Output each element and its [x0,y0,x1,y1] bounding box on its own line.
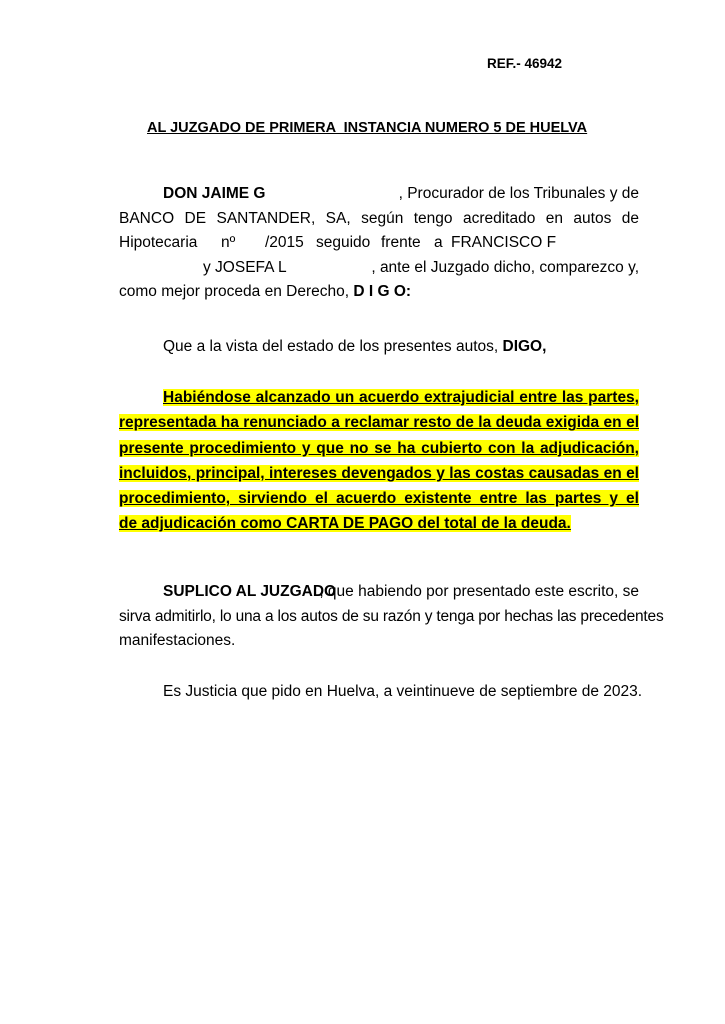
suplico-paragraph [119,580,664,654]
highlight-text-5: procedimiento, sirviendo el acuerdo existente entre las partes y el [119,490,639,511]
debtor-name-1: FRANCISCO F [451,234,557,251]
highlight-text-3: presente procedimiento y que no se ha cubierto con la adjudicación, [119,439,639,457]
highlight-text-1: Habiéndose alcanzado un acuerdo extrajudicial entre las partes, [163,389,639,410]
highlight-text-4: incluidos, principal, intereses devengados y las costas causadas en el [119,464,639,482]
intro-word-hipotecaria: Hipotecaria [119,234,198,251]
court-heading: AL JUZGADO DE PRIMERA INSTANCIA NUMERO 5 DE HUELVA [147,120,588,136]
intro-line-2: BANCO DE SANTANDER, SA, según tengo acreditado en autos de [119,209,639,227]
closing-line: Es Justicia que pido en Huelva, a veintinueve de septiembre de 2023. [163,683,643,700]
suplico-line-3: manifestaciones. [119,632,236,649]
intro-paragraph [119,182,639,305]
suplico-line-2: sirva admitirlo, lo una a los autos de su razón y tenga por hechas las precedentes [119,607,664,625]
highlight-line-4 [119,461,639,486]
intro-line-4-rest: , ante el Juzgado dicho, comparezco y, [371,258,639,276]
suplico-bold: SUPLICO AL JUZGADO [163,583,337,600]
intro-line-4 [119,256,639,281]
intro-line-5 [119,280,639,305]
case-year: /2015 [265,234,304,251]
suplico-line-1-rest: , que habiendo por presentado este escrito, se [319,583,639,600]
suplico-line-1 [119,580,639,605]
procurador-name: DON JAIME G [163,185,266,202]
highlighted-paragraph [119,385,639,537]
debtor-name-2: y JOSEFA L [203,258,287,276]
intro-word-seguido: seguido [316,234,371,251]
intro-word-a: a [434,234,443,251]
highlight-text-2: representada ha renunciado a reclamar resto de la deuda exigida en el [119,414,639,432]
que-paragraph [119,335,639,360]
intro-line-5-text: como mejor proceda en Derecho, [119,283,354,300]
highlight-text-6: de adjudicación como CARTA DE PAGO del total de la deuda. [119,515,571,533]
highlight-line-2 [119,410,639,435]
highlight-line-1 [119,385,639,410]
highlight-line-5 [119,486,639,511]
intro-line-1 [119,182,639,207]
highlight-line-6 [119,511,639,536]
intro-word-no: nº [221,234,236,251]
closing-paragraph [119,680,643,705]
intro-line-1-rest: , Procurador de los Tribunales y de [398,185,639,202]
que-line [119,335,639,360]
que-text: Que a la vista del estado de los presentes autos, [163,338,503,355]
digo-bold: D I G O: [353,283,412,300]
que-digo-bold: DIGO, [502,338,547,355]
intro-line-3 [119,231,639,256]
reference-number: REF.- 46942 [487,56,563,71]
intro-word-frente: frente [381,234,421,251]
highlight-line-3 [119,436,639,461]
